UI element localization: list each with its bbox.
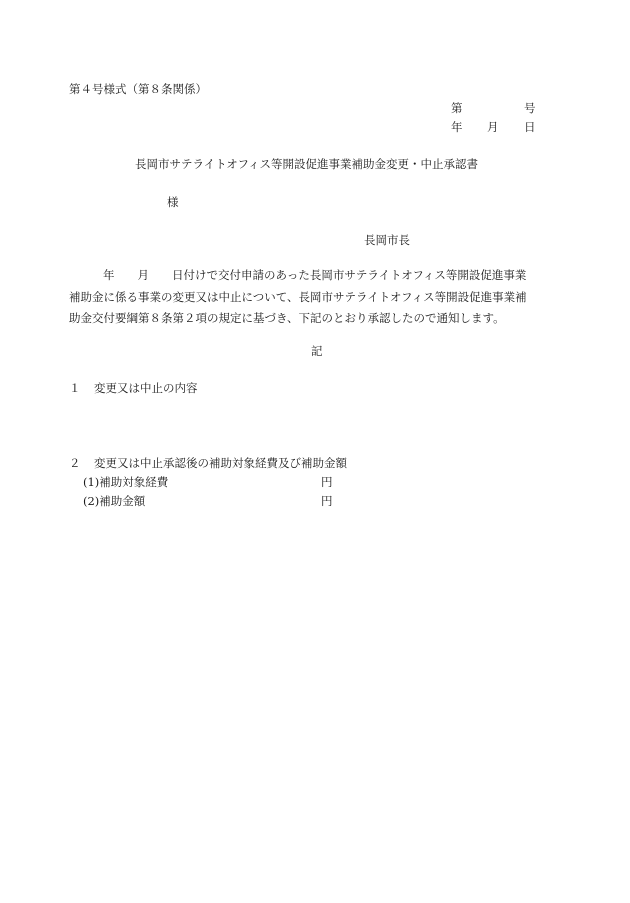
- form-label: 第４号様式（第８条関係）: [69, 82, 207, 96]
- body-line-1: 年 月 日付けで交付申請のあった長岡市サテライトオフィス等開設促進事業: [103, 268, 527, 282]
- body-line-3: 助金交付要綱第８条第２項の規定に基づき、下記のとおり承認したので通知します。: [69, 311, 505, 325]
- ki-heading: 記: [311, 344, 323, 358]
- item2-label: 変更又は中止承認後の補助対象経費及び補助金額: [94, 456, 347, 470]
- reference-go: 号: [524, 101, 536, 115]
- recipient-honorific: 様: [167, 195, 179, 209]
- document-title: 長岡市サテライトオフィス等開設促進事業補助金変更・中止承認書: [135, 157, 479, 171]
- date-day: 日: [524, 120, 536, 134]
- date-year: 年: [451, 120, 463, 134]
- item2-number: ２: [69, 456, 81, 470]
- body-line-2: 補助金に係る事業の変更又は中止について、長岡市サテライトオフィス等開設促進事業補: [69, 289, 527, 304]
- item1-label: 変更又は中止の内容: [94, 381, 198, 395]
- date-month: 月: [487, 120, 499, 134]
- reference-dai: 第: [451, 101, 463, 115]
- subitem-2-unit: 円: [321, 494, 333, 508]
- subitem-1-label: (1)補助対象経費: [83, 475, 169, 489]
- subitem-1-unit: 円: [321, 475, 333, 489]
- item1-number: １: [69, 381, 81, 395]
- issuer: 長岡市長: [364, 233, 410, 247]
- subitem-2-label: (2)補助金額: [83, 494, 146, 508]
- body-paragraph: [69, 265, 569, 330]
